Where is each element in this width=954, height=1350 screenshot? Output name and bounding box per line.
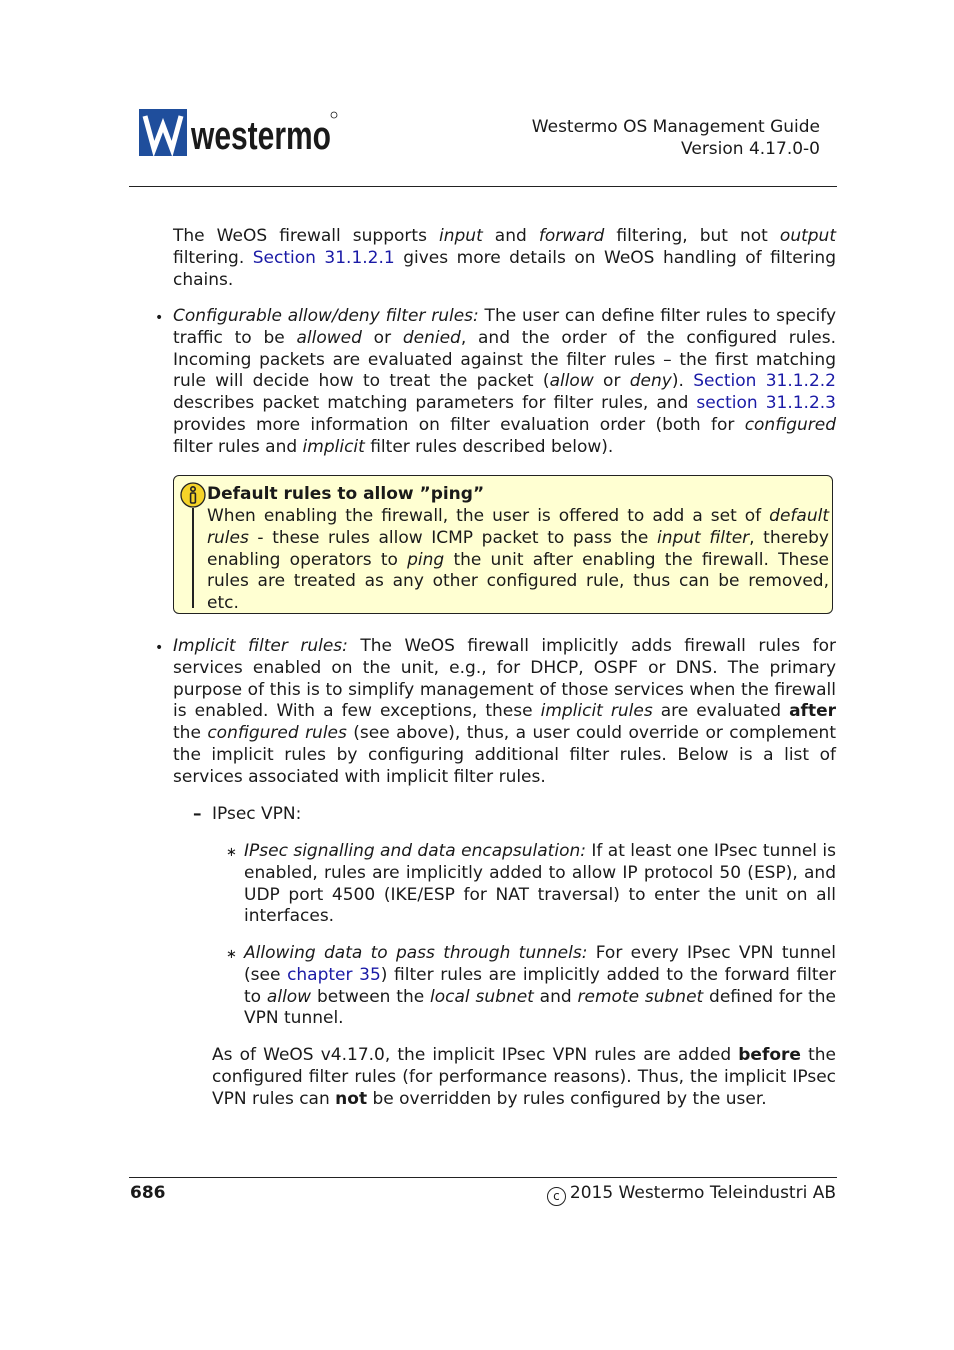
copyright	[547, 1183, 836, 1206]
intro-paragraph: The WeOS firewall supports input and forward filtering, but not output filtering. Section 31.1.2.1 gives more details on WeOS handling of filtering chains.	[173, 226, 836, 290]
section-link[interactable]: Section 31.1.2.1	[252, 247, 395, 268]
westermo-logo	[139, 109, 339, 157]
page-number: 686	[130, 1183, 166, 1203]
implicit-rules-item: Implicit filter rules: The WeOS firewall implicitly adds firewall rules for services enabled on the unit, e.g., for DHCP, OSPF or DNS. The primary purpose of this is to simplify management of those services when the firewall is enabled. With a few exceptions, these implicit rules are evaluated after the configured rules (see above), thus, a user could override or complement the implicit rules by configuring additional filter rules. Below is a list of services associated with implicit filter rules.	[173, 636, 837, 787]
footer-divider	[129, 1177, 837, 1178]
ipsec-signalling-item: IPsec signalling and data encapsulation: If at least one IPsec tunnel is enabled, rules are implicitly added to allow IP protocol 50 (ESP), and UDP port 4500 (IKE/ESP for NAT traversal) to enter the unit on all interfaces.	[244, 841, 837, 927]
svg-text:westermo: westermo	[190, 114, 331, 158]
closing-paragraph: As of WeOS v4.17.0, the implicit IPsec VPN rules are added before the configured filter rules (for performance reasons). Thus, the implicit IPsec VPN rules can not be overridden by rules configured by the user.	[212, 1045, 836, 1109]
note-bar	[192, 508, 194, 608]
guide-version: Version 4.17.0-0	[681, 139, 820, 159]
note-body: When enabling the firewall, the user is offered to add a set of default rules - these rules allow ICMP packet to pass the input filter, thereby enabling operators to ping the unit after enabling the firewall. These rules are treated as any other configured rule, thus can be removed, etc.	[207, 506, 830, 614]
note-title: Default rules to allow ”ping”	[207, 484, 485, 504]
bullet-marker: •	[155, 640, 164, 656]
bullet-marker: •	[155, 310, 164, 326]
configurable-rules-item: Configurable allow/deny filter rules: The user can define filter rules to specify traffic to be allowed or denied, and the order of the configured rules. Incoming packets are evaluated against the filter rules – the first matching rule will decide how to treat the packet (allow or deny). Section 31.1.2.2 describes packet matching parameters for filter rules, and section 31.1.2.3 provides more information on filter evaluation order (both for configured filter rules and implicit filter rules described below).	[173, 306, 837, 457]
section-link[interactable]: section 31.1.2.3	[696, 393, 836, 414]
copyright-text: 2015 Westermo Teleindustri AB	[569, 1183, 836, 1203]
note-box	[173, 475, 833, 614]
tunnel-data-item: Allowing data to pass through tunnels: For every IPsec VPN tunnel (see chapter 35) filter rules are implicitly added to the forward filter to allow between the local subnet and remote subnet defined for the VPN tunnel.	[244, 943, 836, 1029]
guide-title: Westermo OS Management Guide	[531, 117, 820, 137]
star-marker: ∗	[226, 947, 237, 962]
section-link[interactable]: Section 31.1.2.2	[693, 371, 836, 392]
chapter-link[interactable]: chapter 35	[287, 964, 381, 985]
copyright-icon: c	[547, 1187, 566, 1206]
ipsec-vpn-label: IPsec VPN:	[212, 804, 302, 824]
star-marker: ∗	[226, 845, 237, 860]
document-header	[532, 116, 820, 160]
header-divider	[129, 186, 837, 187]
dash-marker: –	[193, 804, 202, 824]
